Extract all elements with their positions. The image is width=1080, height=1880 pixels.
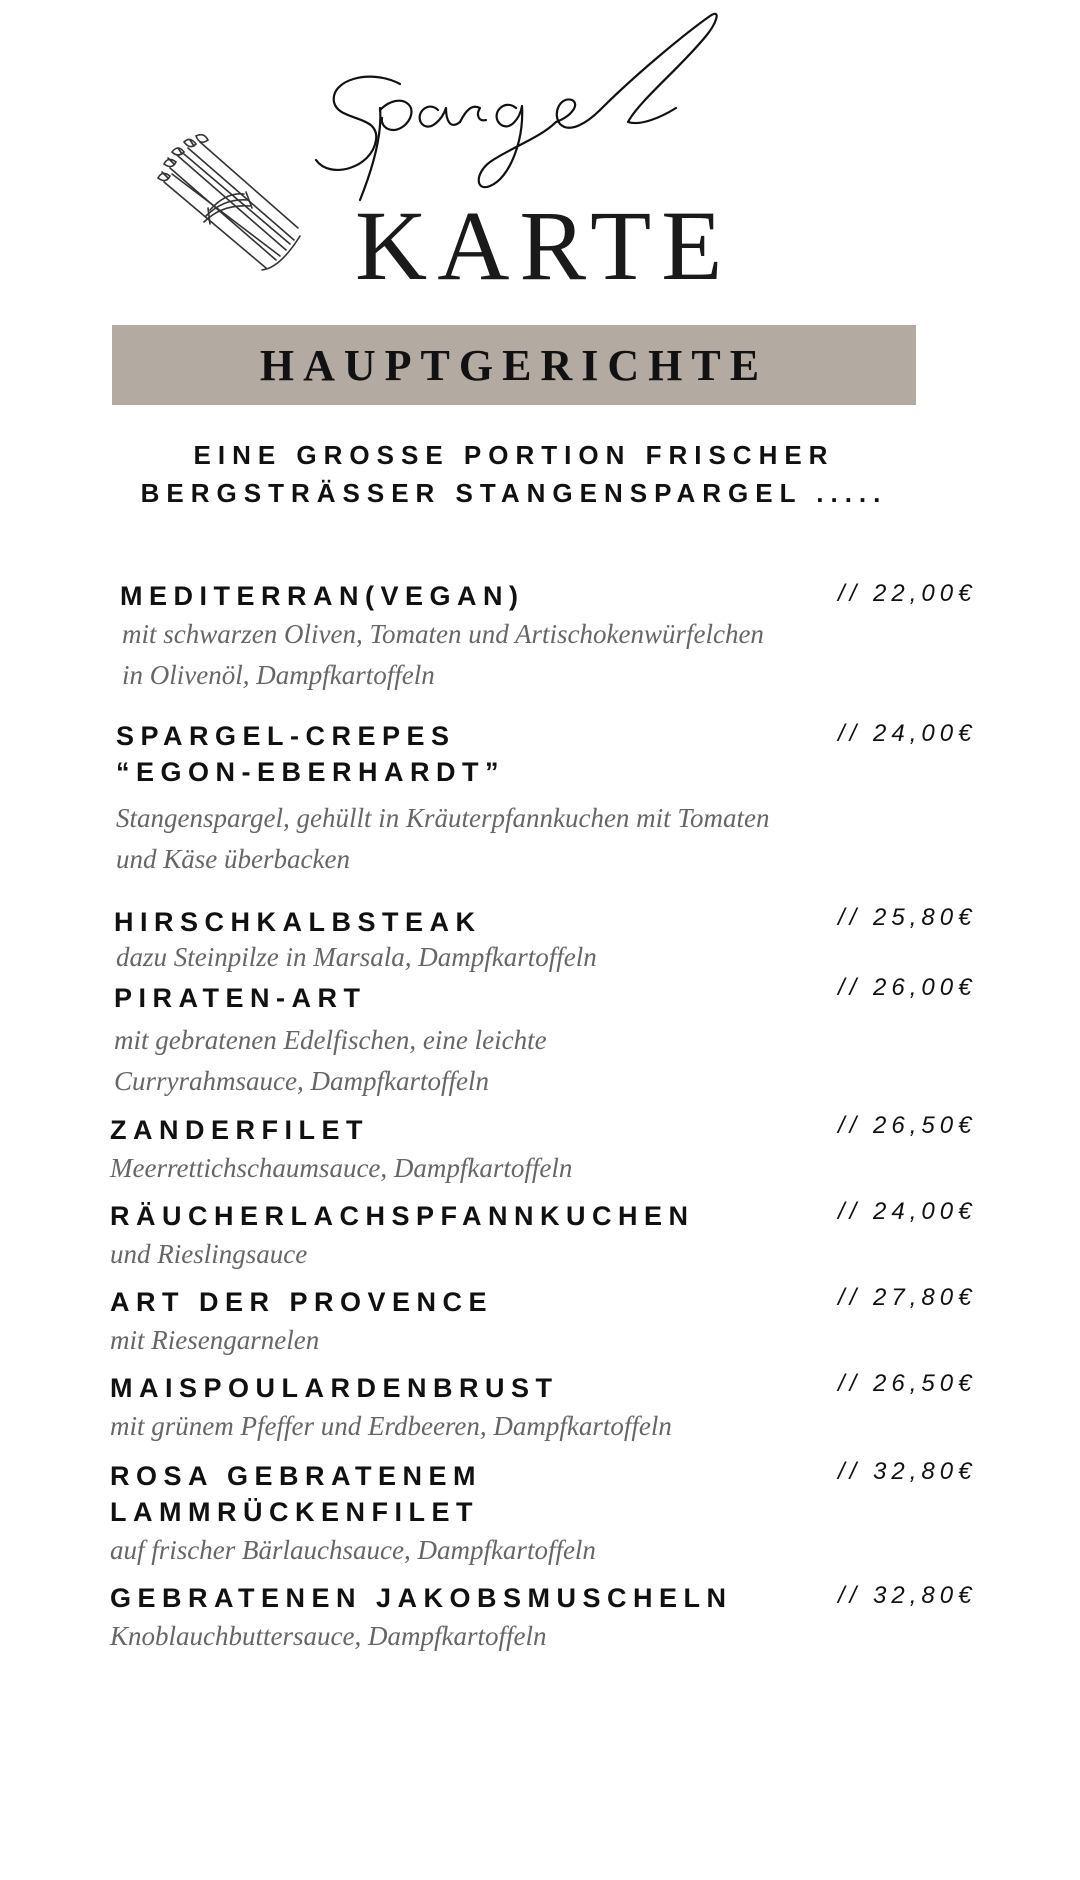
menu-item	[110, 1112, 572, 1189]
menu-title: KARTE	[355, 190, 733, 301]
dish-name: RÄUCHERLACHSPFANNKUCHEN	[110, 1201, 695, 1231]
dish-name: MEDITERRAN(VEGAN)	[120, 581, 525, 611]
dish-price: // 25,80€	[838, 904, 977, 931]
menu-item	[110, 1458, 596, 1571]
menu-item	[116, 718, 769, 880]
dish-name: GEBRATENEN JAKOBSMUSCHELN	[110, 1583, 733, 1613]
dish-price: // 24,00€	[838, 1198, 977, 1225]
script-title	[310, 10, 760, 210]
dish-description: Meerrettichschaumsauce, Dampfkartoffeln	[110, 1153, 573, 1183]
menu-item	[110, 1284, 493, 1361]
dish-price: // 26,00€	[838, 974, 977, 1001]
menu-item	[110, 1198, 695, 1275]
menu-header	[0, 0, 1080, 320]
intro-line: BERGSTRÄSSER STANGENSPARGEL .....	[140, 478, 888, 508]
asparagus-bundle-icon	[148, 128, 308, 288]
dish-price: // 32,80€	[838, 1458, 977, 1485]
dish-description: mit schwarzen Oliven, Tomaten und Artischokenwürfelchen	[122, 619, 764, 649]
dish-description: und Käse überbacken	[116, 844, 350, 874]
intro-line: EINE GROSSE PORTION FRISCHER	[193, 440, 835, 470]
dish-name: ART DER PROVENCE	[110, 1287, 494, 1317]
dish-description: mit gebratenen Edelfischen, eine leichte	[114, 1025, 547, 1055]
section-title: HAUPTGERICHTE	[259, 340, 769, 390]
dish-name: LAMMRÜCKENFILET	[110, 1497, 479, 1527]
intro-text	[112, 436, 916, 512]
dish-name: ROSA GEBRATENEM	[110, 1461, 483, 1491]
dish-description: mit Riesengarnelen	[110, 1325, 320, 1355]
dish-description: auf frischer Bärlauchsauce, Dampfkartoffeln	[110, 1535, 596, 1565]
dish-price: // 32,80€	[838, 1582, 977, 1609]
dish-name: PIRATEN-ART	[114, 983, 367, 1013]
dish-price: // 26,50€	[838, 1112, 977, 1139]
dish-description: dazu Steinpilze in Marsala, Dampfkartoffeln	[116, 942, 597, 972]
dish-name: MAISPOULARDENBRUST	[110, 1373, 559, 1403]
dish-description: und Rieslingsauce	[110, 1239, 308, 1269]
dish-name: HIRSCHKALBSTEAK	[114, 907, 482, 937]
dish-name: SPARGEL-CREPES	[116, 721, 456, 751]
menu-item	[114, 904, 597, 974]
menu-item	[110, 1580, 733, 1657]
dish-description: Stangenspargel, gehüllt in Kräuterpfannkuchen mit Tomaten	[116, 803, 770, 833]
dish-price: // 24,00€	[838, 720, 977, 747]
menu-item	[114, 980, 547, 1102]
dish-name: “EGON-EBERHARDT”	[116, 757, 506, 787]
dish-price: // 27,80€	[838, 1284, 977, 1311]
dish-price: // 26,50€	[838, 1370, 977, 1397]
menu-item	[120, 578, 764, 696]
dish-description: Knoblauchbuttersauce, Dampfkartoffeln	[110, 1621, 547, 1651]
dish-price: // 22,00€	[838, 580, 977, 607]
dish-description: in Olivenöl, Dampfkartoffeln	[122, 660, 435, 690]
dish-description: Curryrahmsauce, Dampfkartoffeln	[114, 1066, 489, 1096]
dish-name: ZANDERFILET	[110, 1115, 369, 1145]
section-header	[112, 325, 916, 405]
menu-item	[110, 1370, 672, 1447]
dish-description: mit grünem Pfeffer und Erdbeeren, Dampfkartoffeln	[110, 1411, 672, 1441]
